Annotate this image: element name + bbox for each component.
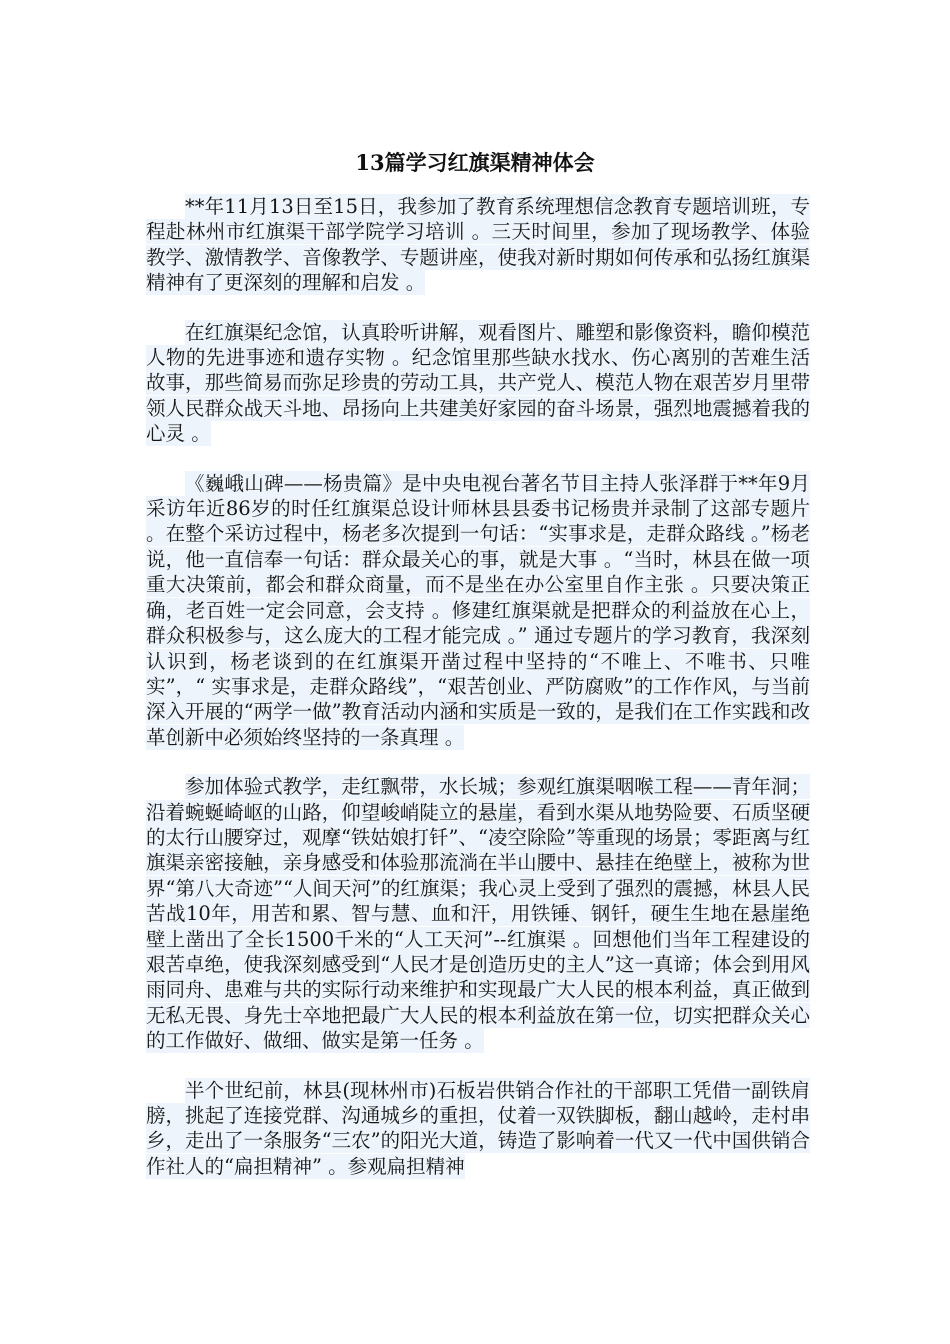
paragraph-4 — [146, 774, 810, 1053]
paragraph-text: 《巍峨山碑——杨贵篇》是中央电视台著名节目主持人张泽群于**年9月采访年近86岁的时任红旗渠总设计师林县县委书记杨贵并录制了这部专题片 。在整个采访过程中，杨老多次提到一句话：“实事求是，走群众路线 。”杨老说，他一直信奉一句话：群众最关心的事，就是大事 。“当时，林县在做一项重大决策前，都会和群众商量，而不是坐在办公室里自作主张 。只要决策正确，老百姓一定会同意，会支持 。修建红旗渠就是把群众的利益放在心上，群众积极参与，这么庞大的工程才能完成 。” 通过专题片的学习教育，我深刻认识到，杨老谈到的在红旗渠开凿过程中坚持的“不唯上、不唯书、只唯实”，“ 实事求是，走群众路线”，“艰苦创业、严防腐败”的工作作风，与当前深入开展的“两学一做”教育活动内涵和实质是一致的，是我们在工作实践和改革创新中必须始终坚持的一条真理 。 — [146, 471, 810, 749]
paragraph-text: 半个世纪前，林县(现林州市)石板岩供销合作社的干部职工凭借一副铁肩膀，挑起了连接党群、沟通城乡的重担，仗着一双铁脚板，翻山越岭，走村串乡，走出了一条服务“三农”的阳光大道，铸造了影响着一代又一代中国供销合作社人的“扁担精神” 。参观扁担精神 — [146, 1078, 810, 1178]
paragraph-text: 在红旗渠纪念馆，认真聆听讲解，观看图片、雕塑和影像资料，瞻仰模范人物的先进事迹和遗存实物 。纪念馆里那些缺水找水、伤心离别的苦难生活故事，那些简易而弥足珍贵的劳动工具，共产党人、模范人物在艰苦岁月里带领人民群众战天斗地、昂扬向上共建美好家园的奋斗场景，强烈地震撼着我的心灵 。 — [146, 320, 810, 446]
paragraph-text: 参加体验式教学，走红飘带，水长城；参观红旗渠咽喉工程——青年洞；沿着蜿蜒崎岖的山路，仰望峻峭陡立的悬崖，看到水渠从地势险要、石质坚硬的太行山腰穿过，观摩“铁姑娘打钎”、“凌空除险”等重现的场景；零距离与红旗渠亲密接触，亲身感受和体验那流淌在半山腰中、悬挂在绝壁上，被称为世界“第八大奇迹”“人间天河”的红旗渠；我心灵上受到了强烈的震撼，林县人民苦战10年，用苦和累、智与慧、血和汗，用铁锤、钢钎，硬生生地在悬崖绝壁上凿出了全长1500千米的“人工天河”--红旗渠 。回想他们当年工程建设的艰苦卓绝，使我深刻感受到“人民才是创造历史的主人”这一真谛；体会到用风雨同舟、患难与共的实际行动来维护和实现最广大人民的根本利益，真正做到无私无畏、身先士卒地把最广大人民的根本利益放在第一位，切实把群众关心的工作做好、做细、做实是第一任务 。 — [146, 775, 810, 1053]
document-title: 13篇学习红旗渠精神体会 — [355, 150, 595, 175]
paragraph-text: **年11月13日至15日，我参加了教育系统理想信念教育专题培训班，专程赴林州市红旗渠干部学院学习培训 。三天时间里，参加了现场教学、体验教学、激情教学、音像教学、专题讲座，使我对新时期如何传承和弘扬红旗渠精神有了更深刻的理解和启发 。 — [146, 195, 810, 295]
paragraph-5 — [146, 1078, 810, 1180]
paragraph-3 — [146, 471, 810, 750]
paragraph-2 — [146, 320, 810, 447]
document-body — [146, 194, 810, 1203]
paragraph-1 — [146, 194, 810, 296]
